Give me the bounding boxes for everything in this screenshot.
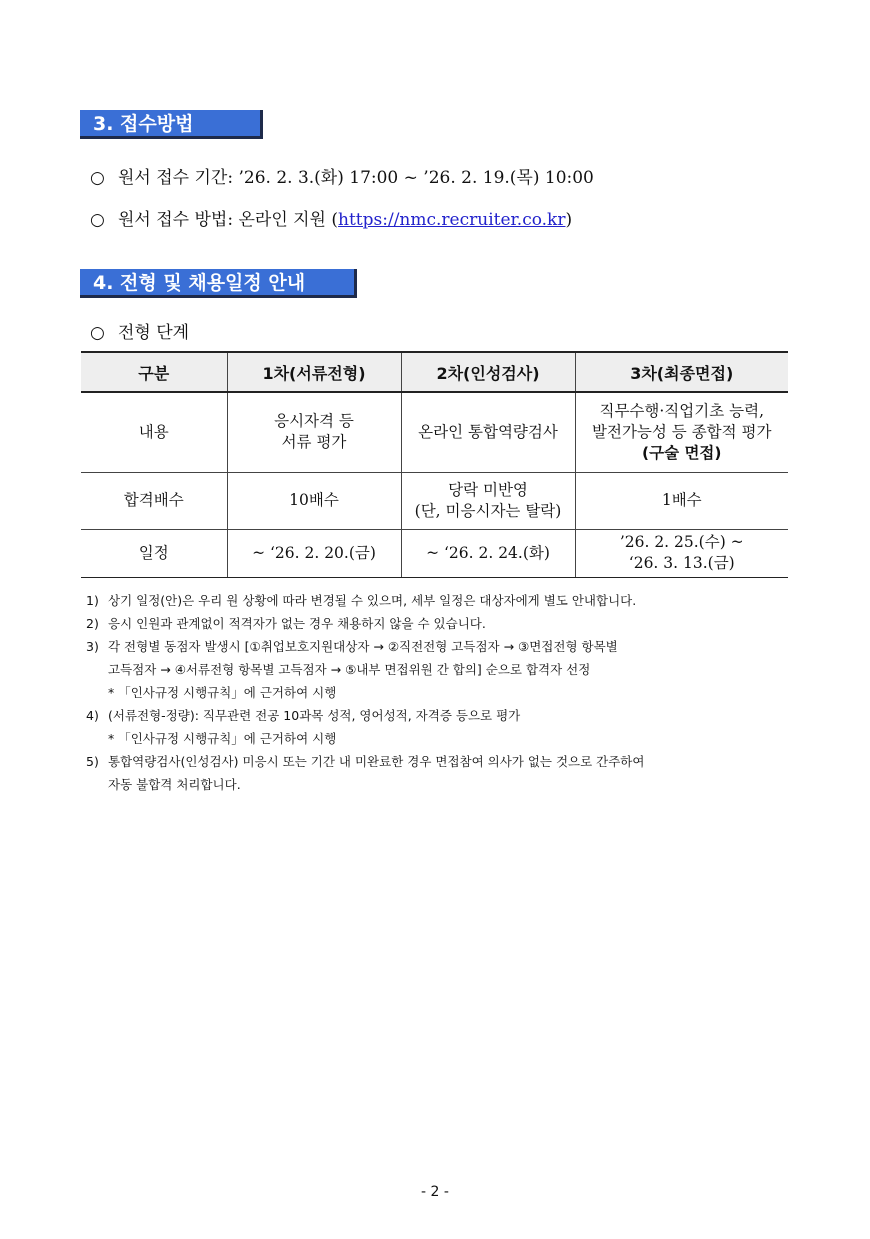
table-row (81, 392, 788, 472)
note-number: 4) (86, 708, 99, 723)
note-item (86, 612, 786, 635)
row-label: 내용 (81, 392, 227, 472)
row-label: 일정 (81, 529, 227, 577)
note-text: 각 전형별 동점자 발생시 [①취업보호지원대상자 → ②직전전형 고득점자 → ③면접전형 항목별 (108, 639, 618, 654)
table-cell (227, 472, 401, 529)
footnotes (86, 589, 786, 796)
table-row (81, 529, 788, 577)
header-category: 구분 (81, 352, 227, 392)
cell-line: ~ ‘26. 2. 20.(금) (252, 543, 376, 562)
table-header-row (81, 352, 788, 392)
table-row (81, 472, 788, 529)
apply-method-text: 원서 접수 방법: 온라인 지원 ( (118, 210, 339, 230)
page-number: - 2 - (421, 1184, 449, 1200)
note-number: 3) (86, 639, 99, 654)
note-text: 자동 불합격 처리합니다. (108, 777, 241, 792)
note-number: 1) (86, 593, 99, 608)
header-stage-1: 1차(서류전형) (227, 352, 401, 392)
header-stage-2: 2차(인성검사) (401, 352, 575, 392)
note-reference: * 「인사규정 시행규칙」에 근거하여 시행 (108, 685, 337, 700)
cell-line: 응시자격 등 (274, 412, 354, 431)
cell-line: 서류 평가 (281, 433, 347, 452)
cell-line: 발전가능성 등 종합적 평가 (592, 422, 772, 441)
cell-line-bold: (구술 면접) (642, 443, 722, 462)
selection-stage-line (90, 318, 189, 343)
cell-line: (단, 미응시자는 탈락) (414, 501, 562, 520)
apply-period-text: 원서 접수 기간: ’26. 2. 3.(화) 17:00 ~ ’26. 2. 19.(목) 10:00 (118, 168, 594, 188)
cell-line: 당락 미반영 (448, 480, 528, 499)
cell-line: 온라인 통합역량검사 (418, 422, 558, 441)
table-cell (227, 392, 401, 472)
cell-line: ~ ‘26. 2. 24.(화) (426, 543, 550, 562)
note-item (86, 589, 786, 612)
circle-bullet-icon: ○ (90, 168, 105, 188)
cell-line: 직무수행·직업기초 능력, (599, 401, 764, 420)
circle-bullet-icon: ○ (90, 210, 105, 230)
note-item (86, 635, 786, 704)
table-cell (575, 529, 788, 577)
selection-schedule-table (81, 351, 788, 578)
apply-period-line (90, 163, 594, 188)
note-text: 상기 일정(안)은 우리 원 상황에 따라 변경될 수 있으며, 세부 일정은 대상자에게 별도 안내합니다. (108, 593, 637, 608)
section-3-heading: 3. 접수방법 (80, 110, 263, 139)
header-stage-3: 3차(최종면접) (575, 352, 788, 392)
recruit-site-link[interactable]: https://nmc.recruiter.co.kr (338, 210, 566, 230)
note-reference: * 「인사규정 시행규칙」에 근거하여 시행 (108, 731, 337, 746)
apply-method-close: ) (565, 210, 573, 230)
table-cell (401, 529, 575, 577)
table-cell (401, 392, 575, 472)
note-number: 2) (86, 616, 99, 631)
table-cell (227, 529, 401, 577)
circle-bullet-icon: ○ (90, 323, 105, 343)
note-text: 통합역량검사(인성검사) 미응시 또는 기간 내 미완료한 경우 면접참여 의사가 없는 것으로 간주하여 (108, 754, 645, 769)
row-label: 합격배수 (81, 472, 227, 529)
table-cell (401, 472, 575, 529)
apply-method-line (90, 205, 572, 230)
note-text: 응시 인원과 관계없이 적격자가 없는 경우 채용하지 않을 수 있습니다. (108, 616, 486, 631)
cell-line: 10배수 (289, 491, 339, 510)
note-item (86, 750, 786, 796)
section-4-heading: 4. 전형 및 채용일정 안내 (80, 269, 357, 298)
note-item (86, 704, 786, 750)
cell-line: 1배수 (661, 491, 702, 510)
cell-line: ’26. 2. 25.(수) ~ (619, 533, 744, 552)
note-number: 5) (86, 754, 99, 769)
note-text: (서류전형-정량): 직무관련 전공 10과목 성적, 영어성적, 자격증 등으로 평가 (108, 708, 521, 723)
table-cell (575, 392, 788, 472)
selection-stage-label: 전형 단계 (118, 323, 190, 343)
table-cell (575, 472, 788, 529)
note-text: 고득점자 → ④서류전형 항목별 고득점자 → ⑤내부 면접위원 간 합의] 순으로 합격자 선정 (108, 662, 591, 677)
cell-line: ‘26. 3. 13.(금) (628, 554, 735, 572)
